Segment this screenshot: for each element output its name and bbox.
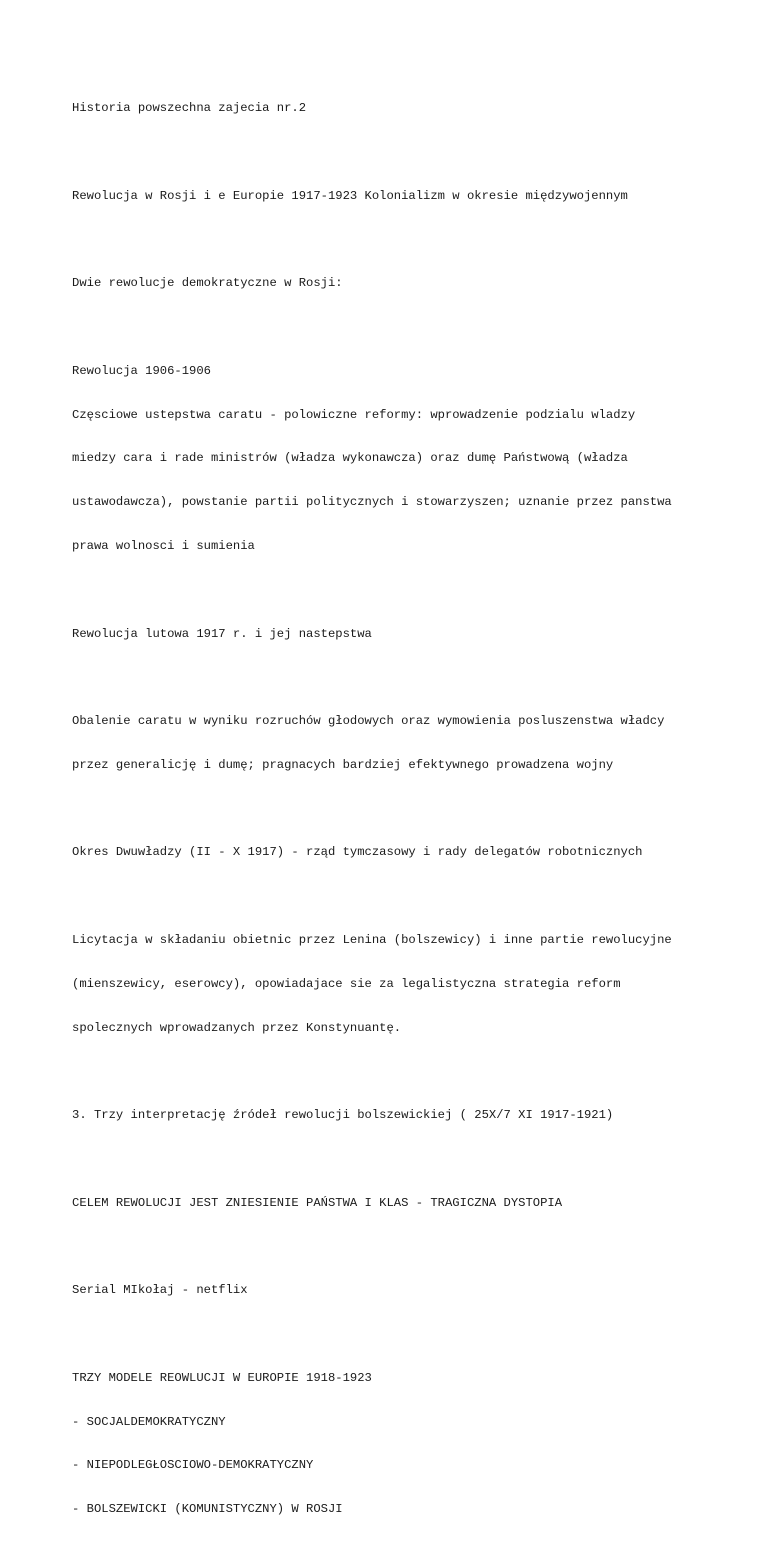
paragraph-line: przez generalicję i dumę; pragnacych bardziej efektywnego prowadzena wojny bbox=[72, 757, 614, 772]
caps-statement bbox=[72, 1167, 712, 1240]
section-text-line: Częsciowe ustepstwa caratu - polowiczne reformy: wprowadzenie podzialu wladzy bbox=[72, 407, 636, 422]
subtitle-line: Rewolucja w Rosji i e Europie 1917-1923 Kolonializm w okresie międzywojennym bbox=[72, 188, 628, 203]
document-page bbox=[72, 72, 712, 1561]
intro-line: Dwie rewolucje demokratyczne w Rosji: bbox=[72, 276, 343, 291]
models-list bbox=[72, 1342, 712, 1546]
paragraph-line: (mienszewicy, eserowcy), opowiadajace sie za legalistyczna strategia reform bbox=[72, 976, 621, 991]
list-item: - SOCJALDEMOKRATYCZNY bbox=[72, 1414, 226, 1429]
paragraph-line: Okres Dwuwładzy (II - X 1917) - rząd tymczasowy i rady delegatów robotnicznych bbox=[72, 845, 643, 860]
document-title bbox=[72, 72, 712, 145]
section-heading: Rewolucja 1906-1906 bbox=[72, 363, 211, 378]
list-item: - BOLSZEWICKI (KOMUNISTYCZNY) W ROSJI bbox=[72, 1502, 343, 1517]
list-item: - NIEPODLEGŁOSCIOWO-DEMOKRATYCZNY bbox=[72, 1458, 314, 1473]
paragraph-line: Obalenie caratu w wyniku rozruchów głodowych oraz wymowienia posluszenstwa władcy bbox=[72, 714, 665, 729]
section-february-heading bbox=[72, 597, 712, 670]
section-february-paragraph bbox=[72, 685, 712, 802]
paragraph-line: Licytacja w składaniu obietnic przez Lenina (bolszewicy) i inne partie rewolucyjne bbox=[72, 933, 672, 948]
section-1906 bbox=[72, 335, 712, 583]
document-subtitle bbox=[72, 160, 712, 233]
serial-note bbox=[72, 1254, 712, 1327]
licytacja-paragraph bbox=[72, 904, 712, 1065]
paragraph-line: CELEM REWOLUCJI JEST ZNIESIENIE PAŃSTWA I KLAS - TRAGICZNA DYSTOPIA bbox=[72, 1195, 563, 1210]
title-line: Historia powszechna zajecia nr.2 bbox=[72, 101, 307, 116]
section-text-line: ustawodawcza), powstanie partii politycznych i stowarzyszen; uznanie przez panstwa bbox=[72, 495, 672, 510]
paragraph-line: 3. Trzy interpretację źródeł rewolucji bolszewickiej ( 25X/7 XI 1917-1921) bbox=[72, 1108, 614, 1123]
section-text-line: miedzy cara i rade ministrów (władza wykonawcza) oraz dumę Państwową (władza bbox=[72, 451, 628, 466]
section-heading: Rewolucja lutowa 1917 r. i jej nastepstwa bbox=[72, 626, 372, 641]
paragraph-line: spolecznych wprowadzanych przez Konstynuantę. bbox=[72, 1020, 402, 1035]
intro-paragraph bbox=[72, 247, 712, 320]
section-text-line: prawa wolnosci i sumienia bbox=[72, 539, 255, 553]
list-heading: TRZY MODELE REOWLUCJI W EUROPIE 1918-1923 bbox=[72, 1370, 372, 1385]
point-3-paragraph bbox=[72, 1079, 712, 1152]
dual-power-paragraph bbox=[72, 816, 712, 889]
paragraph-line: Serial MIkołaj - netflix bbox=[72, 1283, 248, 1298]
